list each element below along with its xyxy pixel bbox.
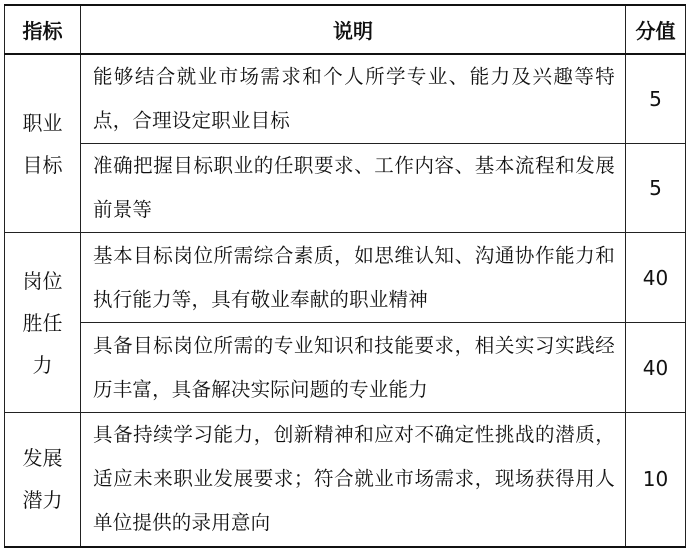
category-cell-development-potential — [5, 413, 81, 547]
table-row — [5, 144, 686, 233]
description-cell: 准确把握目标职业的任职要求、工作内容、基本流程和发展前景等 — [81, 144, 626, 233]
category-label-line: 潜力 — [22, 488, 63, 513]
header-indicator: 指标 — [5, 5, 81, 54]
scoring-table-container — [4, 4, 686, 548]
description-cell: 基本目标岗位所需综合素质，如思维认知、沟通协作能力和执行能力等，具有敬业奉献的职业精神 — [81, 233, 626, 323]
score-cell: 40 — [626, 323, 686, 413]
category-label-line: 职业 — [22, 110, 63, 135]
table-row — [5, 54, 686, 144]
header-score: 分值 — [626, 5, 686, 54]
description-cell: 能够结合就业市场需求和个人所学专业、能力及兴趣等特点，合理设定职业目标 — [81, 54, 626, 144]
category-label-line: 目标 — [22, 152, 63, 177]
category-label-line: 岗位 — [22, 268, 63, 293]
score-cell: 5 — [626, 144, 686, 233]
score-cell: 40 — [626, 233, 686, 323]
table-header-row — [5, 5, 686, 54]
category-label-line: 力 — [32, 352, 53, 377]
category-label-line: 发展 — [22, 446, 63, 471]
category-cell-job-competency — [5, 233, 81, 413]
score-cell: 10 — [626, 413, 686, 547]
table-row — [5, 323, 686, 413]
score-cell: 5 — [626, 54, 686, 144]
scoring-table — [4, 4, 686, 548]
table-row — [5, 413, 686, 547]
description-cell: 具备持续学习能力，创新精神和应对不确定性挑战的潜质，适应未来职业发展要求；符合就业市场需求，现场获得用人单位提供的录用意向 — [81, 413, 626, 547]
category-cell-career-goal — [5, 54, 81, 233]
table-row — [5, 233, 686, 323]
description-cell: 具备目标岗位所需的专业知识和技能要求，相关实习实践经历丰富，具备解决实际问题的专业能力 — [81, 323, 626, 413]
header-description: 说明 — [81, 5, 626, 54]
category-label-line: 胜任 — [22, 310, 63, 335]
